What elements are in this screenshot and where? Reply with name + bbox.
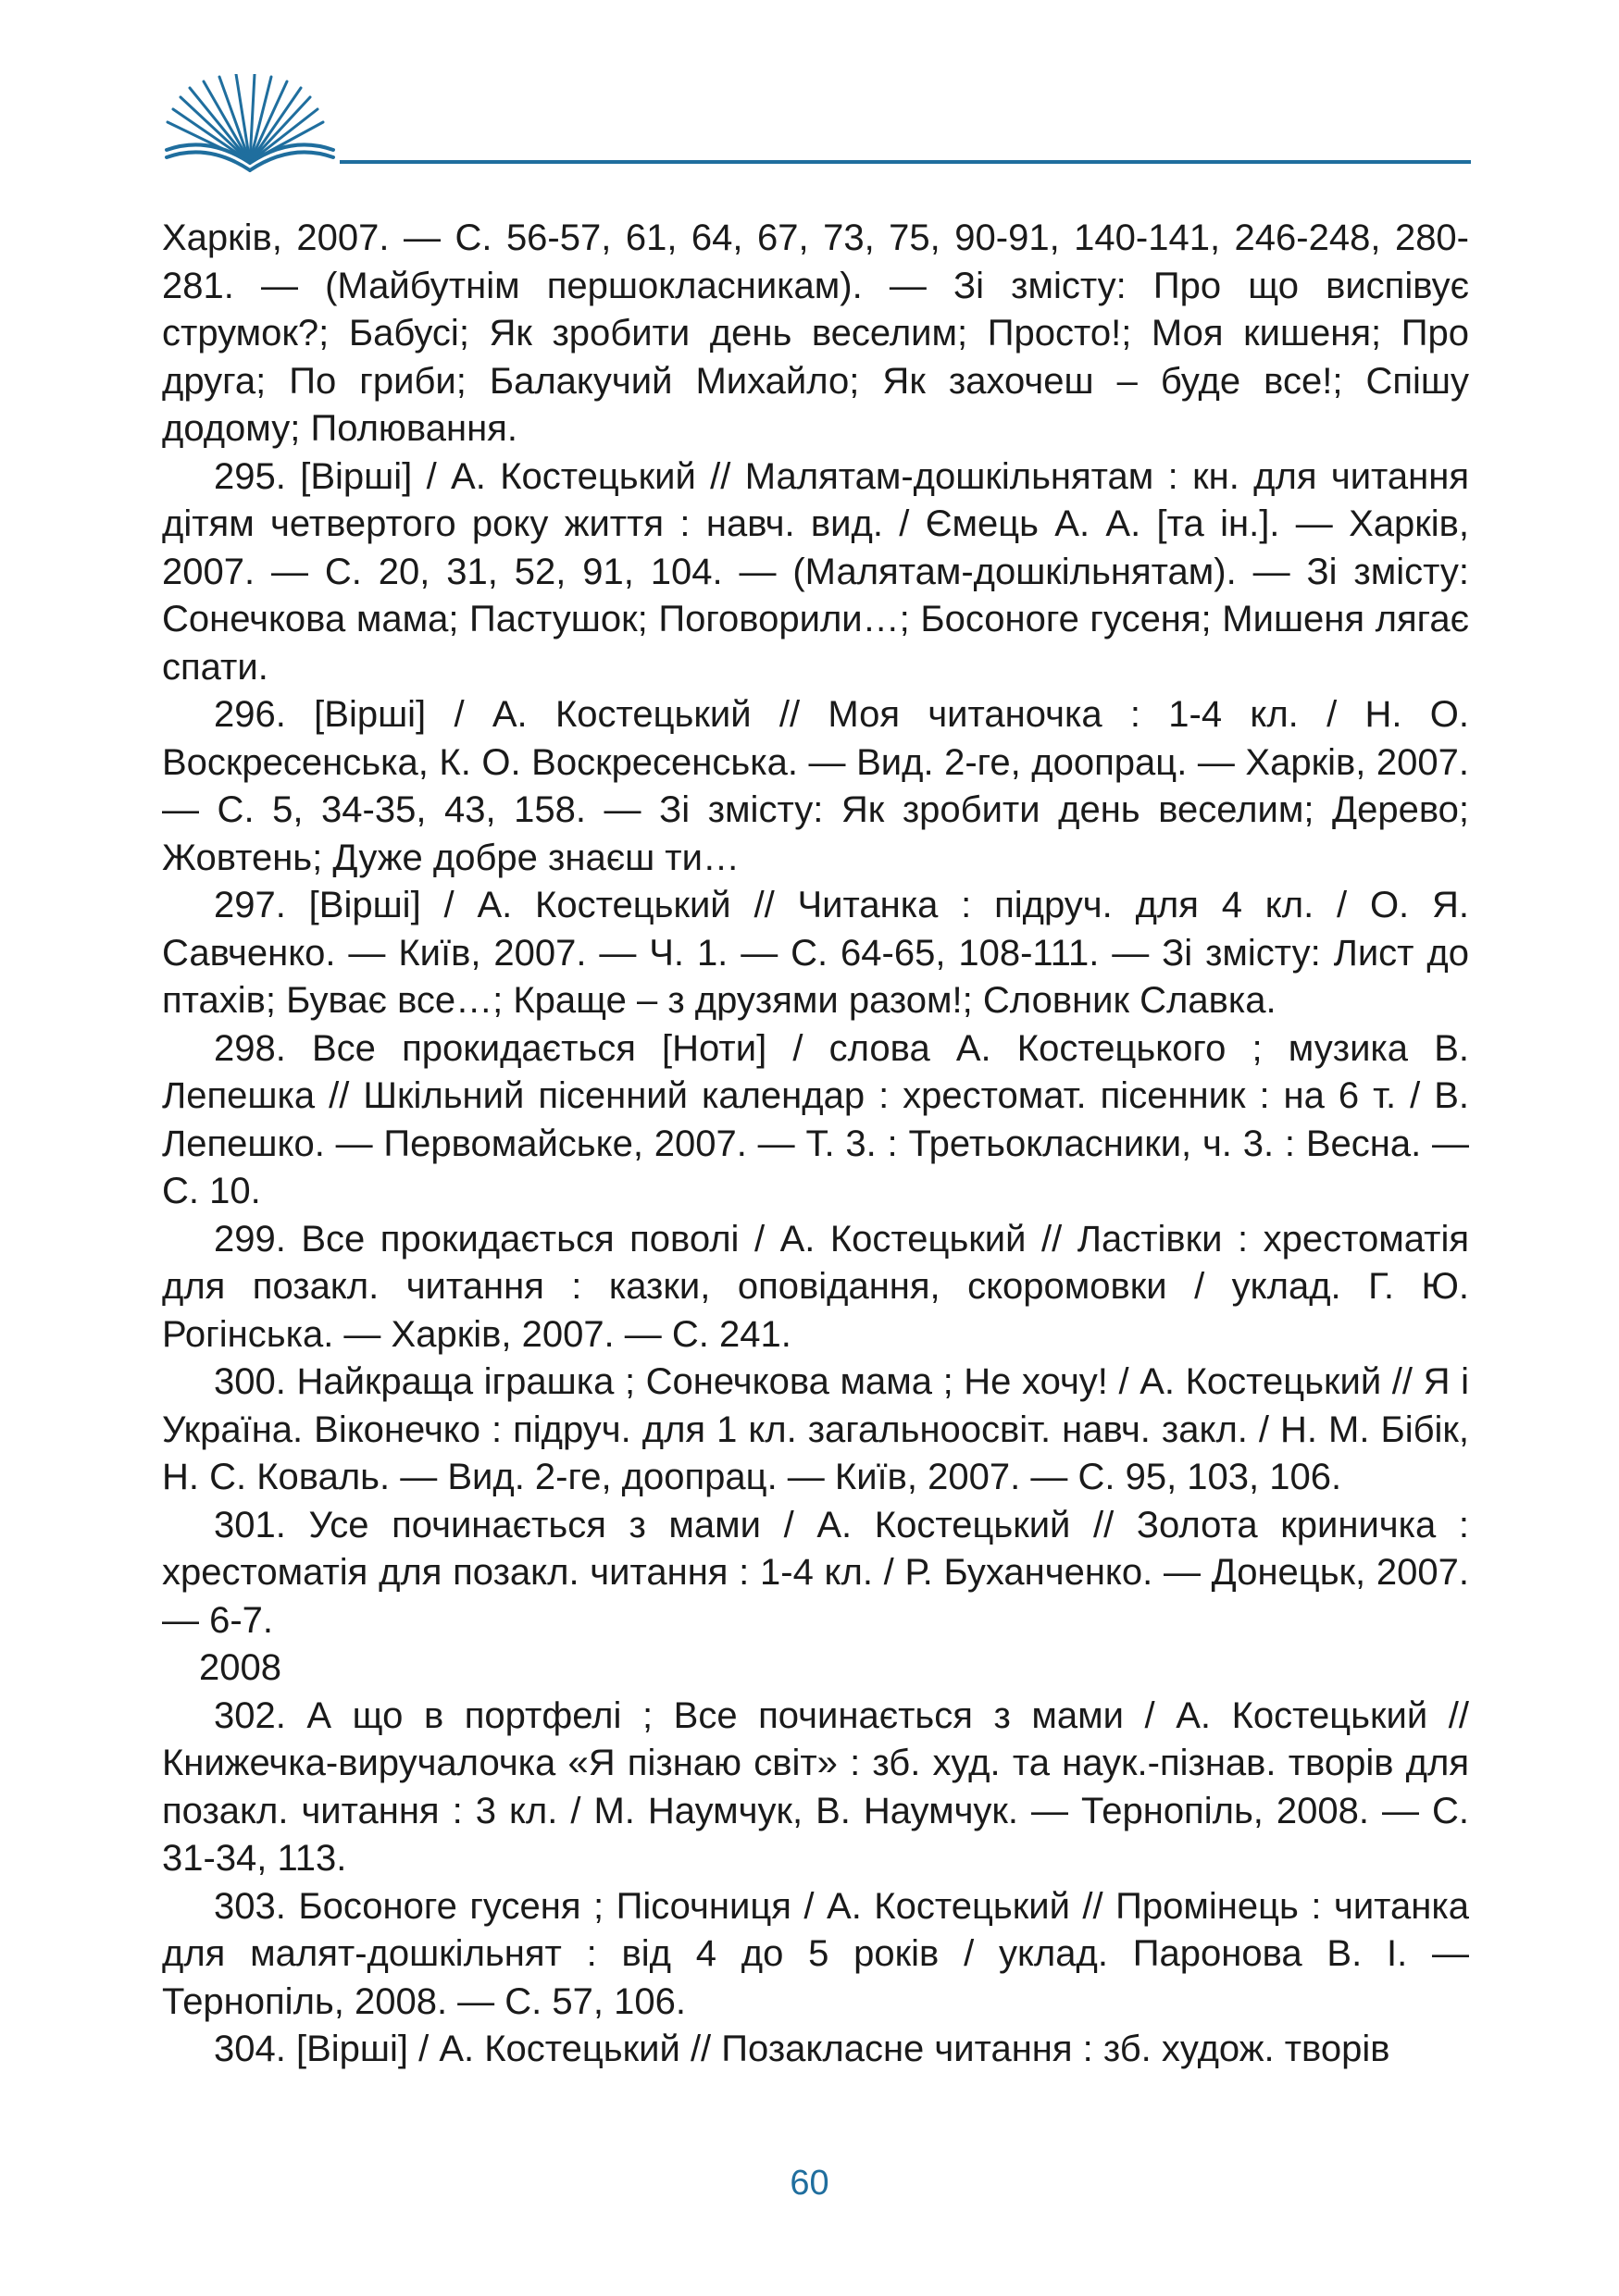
bibliography-entry: 297. [Вірші] / А. Костецький // Читанка : підруч. для 4 кл. / О. Я. Савченко. — Київ, 2007. — Ч. 1. — С. 64-65, 108-111. — Зі змісту: Лист до птахів; Буває все…; Краще – з друзями разом!; Словник Славка.	[162, 885, 1469, 1021]
bibliography-entry: Харків, 2007. — С. 56-57, 61, 64, 67, 73, 75, 90-91, 140-141, 246-248, 280-281. — (Майбутнім першокласникам). — Зі змісту: Про що виспівує струмок?; Бабусі; Як зробити день веселим; Просто!; Моя кишеня; Про друга; По гриби; Балакучий Михайло; Як захочеш – буде все!; Спішу додому; Полювання.	[162, 217, 1469, 449]
open-book-icon	[162, 74, 338, 176]
bibliography-entry: 295. [Вірші] / А. Костецький // Малятам-дошкільнятам : кн. для читання дітям четвертого року життя : навч. вид. / Ємець А. А. [та ін.]. — Харків, 2007. — С. 20, 31, 52, 91, 104. — (Малятам-дошкільнятам). — Зі змісту: Сонечкова мама; Пастушок; Поговорили…; Босоноге гусеня; Мишеня лягає спати.	[162, 455, 1469, 688]
bibliography-entry: 304. [Вірші] / А. Костецький // Позакласне читання : зб. худож. творів	[214, 2029, 1390, 2069]
header-rule	[340, 160, 1471, 164]
bibliography-entry: 300. Найкраща іграшка ; Сонечкова мама ; Не хочу! / А. Костецький // Я і Україна. Віконечко : підруч. для 1 кл. загальноосвіт. навч. закл. / Н. М. Бібік, Н. С. Коваль. — Вид. 2-ге, доопрац. — Київ, 2007. — С. 95, 103, 106.	[162, 1361, 1469, 1497]
bibliography-entry: 301. Усе починається з мами / А. Костецький // Золота криничка : хрестоматія для позакл. читання : 1-4 кл. / Р. Буханченко. — Донецьк, 2007. — 6-7.	[162, 1504, 1469, 1641]
bibliography-entry: 299. Все прокидається поволі / А. Костецький // Ластівки : хрестоматія для позакл. читання : казки, оповідання, скоромовки / уклад. Г. Ю. Рогінська. — Харків, 2007. — С. 241.	[162, 1218, 1469, 1355]
year-heading: 2008	[199, 1647, 281, 1688]
bibliography-list	[162, 215, 1469, 2074]
bibliography-entry: 302. А що в портфелі ; Все починається з мами / А. Костецький // Книжечка-виручалочка «Я пізнаю світ» : зб. худ. та наук.-пізнав. творів для позакл. читання : 3 кл. / М. Наумчук, В. Наумчук. — Тернопіль, 2008. — С. 31-34, 113.	[162, 1694, 1469, 1879]
page-header	[162, 56, 1472, 180]
page-number: 60	[790, 2164, 829, 2203]
bibliography-entry: 303. Босоноге гусеня ; Пісочниця / А. Костецький // Промінець : читанка для малят-дошкільнят : від 4 до 5 років / уклад. Паронова В. І. — Тернопіль, 2008. — С. 57, 106.	[162, 1885, 1469, 2022]
bibliography-entry: 296. [Вірші] / А. Костецький // Моя читаночка : 1-4 кл. / Н. О. Воскресенська, К. О. Воскресенська. — Вид. 2-ге, доопрац. — Харків, 2007. — С. 5, 34-35, 43, 158. — Зі змісту: Як зробити день веселим; Дерево; Жовтень; Дуже добре знаєш ти…	[162, 694, 1469, 878]
bibliography-entry: 298. Все прокидається [Ноти] / слова А. Костецького ; музика В. Лепешка // Шкільний пісенний календар : хрестомат. пісенник : на 6 т. / В. Лепешко. — Первомайське, 2007. — Т. 3. : Третьокласники, ч. 3. : Весна. — С. 10.	[162, 1027, 1469, 1211]
